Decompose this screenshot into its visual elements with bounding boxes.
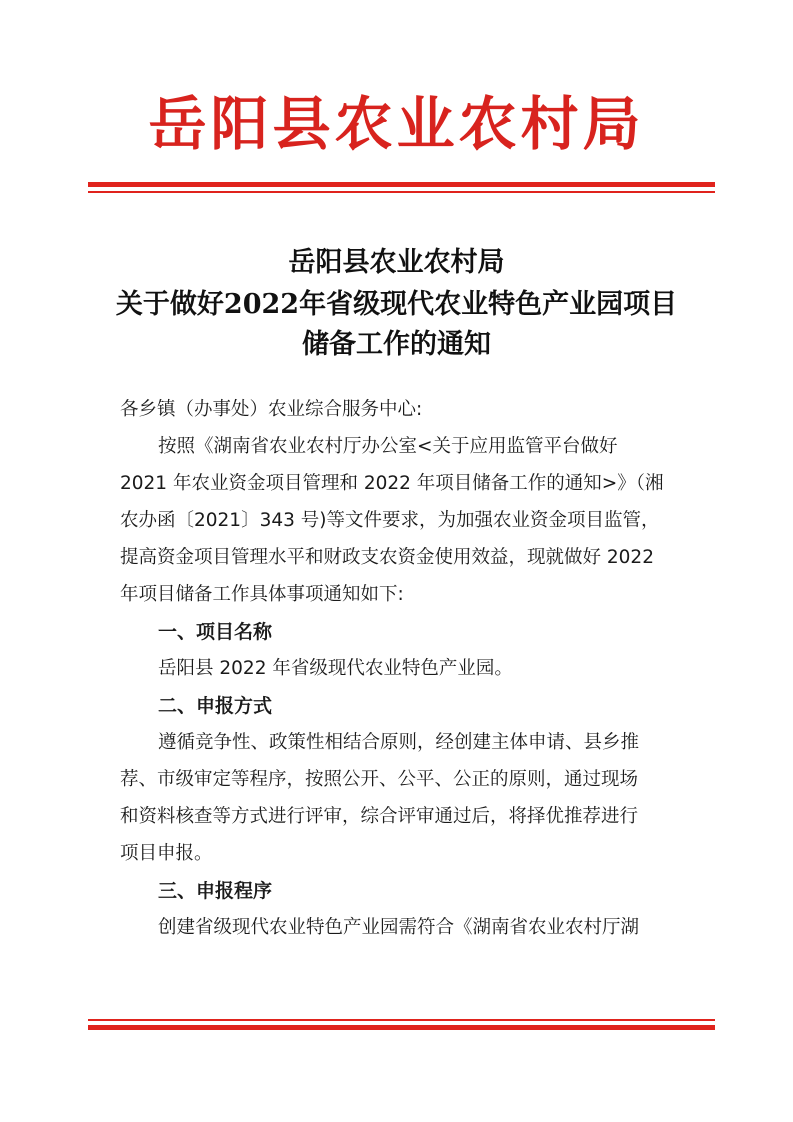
paragraph-1-line-3: 农办函〔2021〕343 号)等文件要求，为加强农业资金项目监管， bbox=[120, 510, 660, 531]
footer-rule-thin bbox=[88, 1019, 715, 1021]
section-2-line-2: 荐、市级审定等程序，按照公开、公平、公正的原则，通过现场 bbox=[120, 769, 639, 790]
document-title-line-3: 储备工作的通知 bbox=[302, 329, 491, 360]
section-2-line-3: 和资料核查等方式进行评审，综合评审通过后，将择优推荐进行 bbox=[120, 806, 639, 827]
masthead-rule-thick bbox=[88, 182, 715, 187]
paragraph-1-line-1: 按照《湖南省农业农村厅办公室<关于应用监管平台做好 bbox=[158, 436, 618, 457]
paragraph-1-line-2: 2021 年农业资金项目管理和 2022 年项目储备工作的通知>》（湘 bbox=[120, 473, 664, 494]
section-2-line-1: 遵循竞争性、政策性相结合原则，经创建主体申请、县乡推 bbox=[158, 732, 640, 753]
document-title-line-2: 关于做好2022年省级现代农业特色产业园项目 bbox=[115, 289, 678, 320]
section-heading-2: 二、申报方式 bbox=[158, 695, 273, 717]
masthead-rule-thin bbox=[88, 191, 715, 193]
section-heading-3: 三、申报程序 bbox=[158, 880, 273, 902]
section-2-line-4: 项目申报。 bbox=[120, 843, 213, 864]
salutation: 各乡镇（办事处）农业综合服务中心: bbox=[120, 399, 423, 420]
document-title-line-1: 岳阳县农业农村局 bbox=[288, 247, 505, 278]
section-3-line-1: 创建省级现代农业特色产业园需符合《湖南省农业农村厅湖 bbox=[158, 917, 640, 938]
section-1-line-1: 岳阳县 2022 年省级现代农业特色产业园。 bbox=[158, 658, 513, 679]
paragraph-1-line-5: 年项目储备工作具体事项通知如下: bbox=[120, 584, 404, 605]
masthead-title: 岳阳县农业农村局 bbox=[148, 90, 645, 158]
section-heading-1: 一、项目名称 bbox=[158, 621, 273, 643]
footer-rule-thick bbox=[88, 1025, 715, 1030]
paragraph-1-line-4: 提高资金项目管理水平和财政支农资金使用效益，现就做好 2022 bbox=[120, 547, 654, 568]
